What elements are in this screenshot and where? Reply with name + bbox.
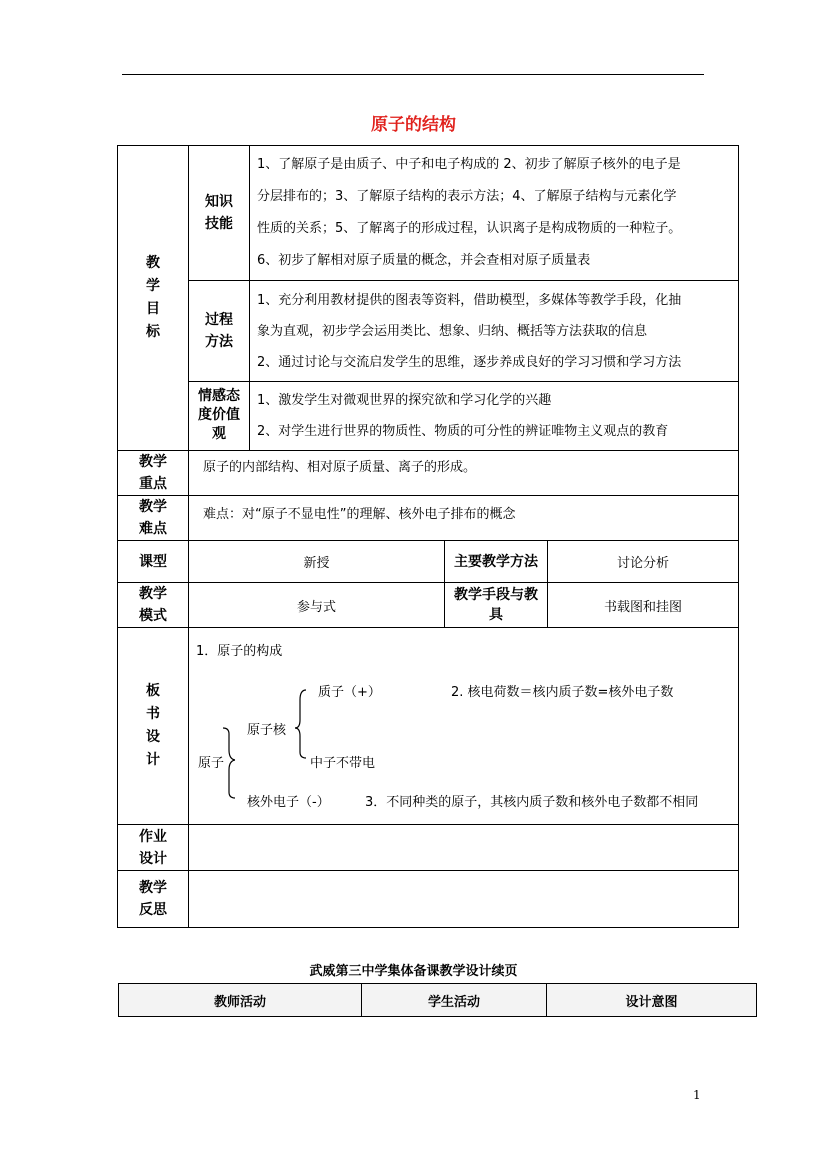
homework-label: 作业设计: [118, 825, 189, 871]
method-label: 主要教学方法: [445, 541, 548, 583]
process-label: 过程方法: [189, 281, 250, 382]
lesson-type-label: 课型: [118, 541, 189, 583]
teaching-mode-label: 教学模式: [118, 583, 189, 628]
lesson-plan-table: [117, 145, 739, 928]
knowledge-text: 1、了解原子是由质子、中子和电子构成的 2、初步了解原子核外的电子是 分层排布的；3、了解原子结构的表示方法；4、了解原子结构与元素化学 性质的关系；5、了解离子的形成过程，认识离子是构成物质的一种粒子。 6、初步了解相对原子质量的概念，并会查相对原子质量表: [250, 146, 739, 281]
board-heading: 1．原子的构成: [196, 644, 283, 659]
board-proton: 质子（+）: [318, 685, 381, 700]
continuation-table: [118, 983, 757, 1017]
header-rule: [122, 74, 704, 75]
board-note-2: 2. 核电荷数＝核内质子数=核外电子数: [451, 685, 674, 700]
process-text: 1、充分利用教材提供的图表等资料，借助模型，多媒体等教学手段，化抽 象为直观，初步学会运用类比、想象、归纳、概括等方法获取的信息 2、通过讨论与交流启发学生的思维，逐步养成良好的学习习惯和学习方法: [250, 281, 739, 382]
nucleus-bracket-lower: [295, 728, 306, 758]
col-student-activity: 学生活动: [362, 984, 547, 1017]
reflection-label: 教学反思: [118, 871, 189, 928]
key-points-label: 教学重点: [118, 451, 189, 496]
means-label: 教学手段与教具: [445, 583, 548, 628]
board-note-3: 3．不同种类的原子，其核内质子数和核外电子数都不相同: [365, 795, 699, 810]
nucleus-bracket: [295, 690, 306, 728]
board-nucleus: 原子核: [247, 723, 287, 738]
objectives-label: 教学目标: [118, 146, 189, 451]
lesson-type-value: 新授: [189, 541, 445, 583]
method-value: 讨论分析: [548, 541, 739, 583]
emotion-text: 1、激发学生对微观世界的探究欲和学习化学的兴趣 2、对学生进行世界的物质性、物质的可分性的辨证唯物主义观点的教育: [250, 382, 739, 451]
board-electron: 核外电子（-）: [247, 795, 330, 810]
continuation-title: 武威第三中学集体备课教学设计续页: [309, 964, 518, 979]
means-value: 书载图和挂图: [548, 583, 739, 628]
emotion-label: 情感态度价值观: [189, 382, 250, 451]
board-neutron: 中子不带电: [310, 756, 376, 771]
col-teacher-activity: 教师活动: [119, 984, 362, 1017]
reflection-content: [189, 871, 739, 928]
key-points-text: 原子的内部结构、相对原子质量、离子的形成。: [189, 451, 739, 496]
homework-content: [189, 825, 739, 871]
difficulties-label: 教学难点: [118, 496, 189, 541]
board-label: 板书设计: [118, 628, 189, 825]
teaching-mode-value: 参与式: [189, 583, 445, 628]
page-title: 原子的结构: [371, 115, 456, 135]
board-atom: 原子: [198, 756, 225, 771]
difficulties-text: 难点：对“原子不显电性”的理解、核外电子排布的概念: [189, 496, 739, 541]
knowledge-label: 知识技能: [189, 146, 250, 281]
col-design-intent: 设计意图: [547, 984, 757, 1017]
atom-bracket: [223, 728, 235, 760]
atom-bracket-lower: [229, 760, 235, 798]
board-design: [189, 628, 739, 825]
page-number: 1: [693, 1088, 701, 1102]
